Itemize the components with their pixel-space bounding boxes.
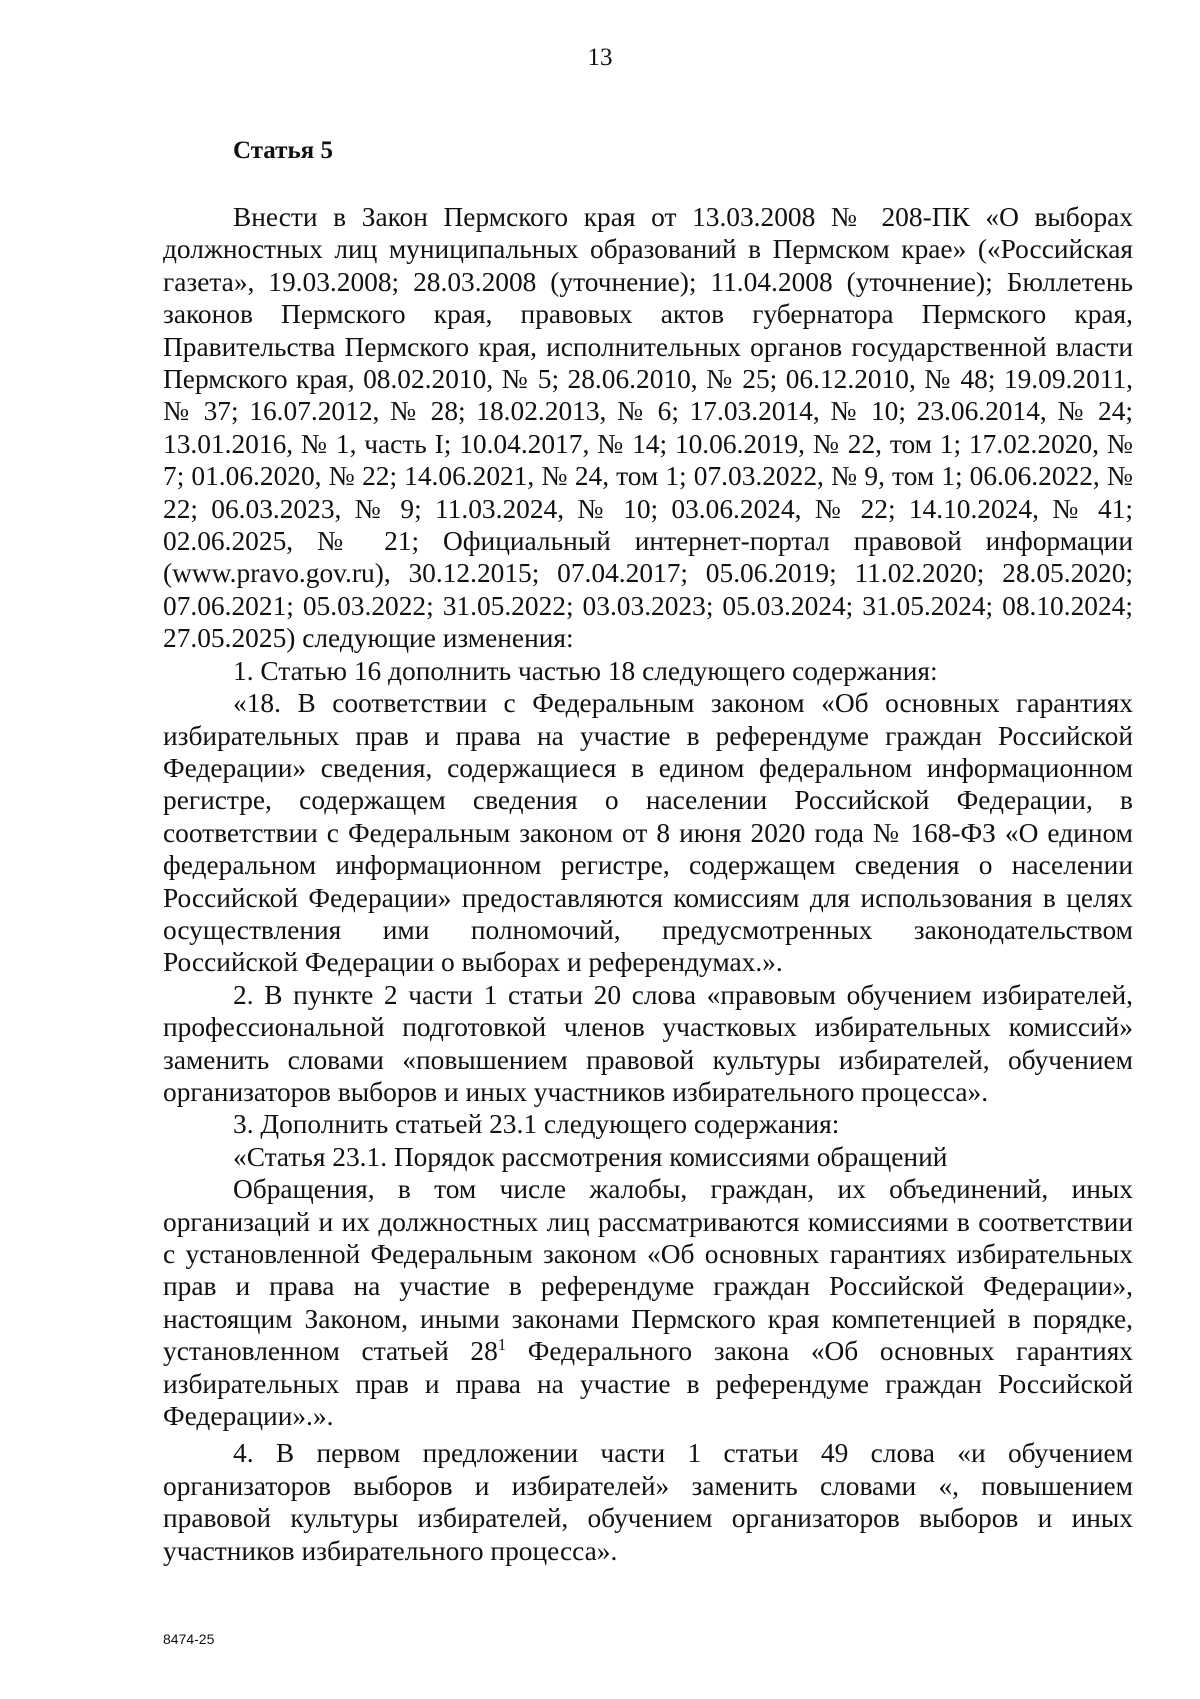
amendment-item-3: 3. Дополнить статьей 23.1 следующего содержания: bbox=[233, 1109, 840, 1140]
amendment-item-2: 2. В пункте 2 части 1 статьи 20 слова «правовым обучением избирателей, профессиональной подготовкой членов участковых избирательных комиссий» заменить словами «повышением правовой культуры избирателей, обучением организаторов выборов и иных участников избирательного процесса». bbox=[163, 979, 1133, 1107]
amendment-item-1: 1. Статью 16 дополнить частью 18 следующего содержания: bbox=[233, 655, 938, 686]
amendment-item-3-text bbox=[163, 1173, 1133, 1432]
item-3-text-before-superscript: Обращения, в том числе жалобы, граждан, их объединений, иных организаций и их должностных лиц рассматриваются комиссиями в соответствии с установленной Федеральным законом «Об основных гарантиях избирательных прав и права на участие в референдуме граждан Российской Федерации», настоящим Законом, иными законами Пермского края компетенцией в порядке, установленном статьей 28 bbox=[163, 1174, 1133, 1367]
amendment-item-3-title: «Статья 23.1. Порядок рассмотрения комиссиями обращений bbox=[233, 1141, 948, 1172]
article-heading: Статья 5 bbox=[233, 137, 333, 164]
page-number: 13 bbox=[587, 44, 613, 71]
amendment-item-1-quote: «18. В соответствии с Федеральным законом «Об основных гарантиях избирательных прав и права на участие в референдуме граждан Российской Федерации» сведения, содержащиеся в едином федеральном информационном регистре, содержащем сведения о населении Российской Федерации, в соответствии с Федеральным законом от 8 июня 2020 года № 168-ФЗ «О едином федеральном информационном регистре, содержащем сведения о населении Российской Федерации» предоставляются комиссиям для использования в целях осуществления ими полномочий, предусмотренных законодательством Российской Федерации о выборах и референдумах.». bbox=[163, 688, 1133, 978]
article-superscript: 1 bbox=[497, 1335, 507, 1355]
intro-paragraph: Внести в Закон Пермского края от 13.03.2008 № 208-ПК «О выборах должностных лиц муниципальных образований в Пермском крае» («Российская газета», 19.03.2008; 28.03.2008 (уточнение); 11.04.2008 (уточнение); Бюллетень законов Пермского края, правовых актов губернатора Пермского края, Правительства Пермского края, исполнительных органов государственной власти Пермского края, 08.02.2010, № 5; 28.06.2010, № 25; 06.12.2010, № 48; 19.09.2011, № 37; 16.07.2012, № 28; 18.02.2013, № 6; 17.03.2014, № 10; 23.06.2014, № 24; 13.01.2016, № 1, часть I; 10.04.2017, № 14; 10.06.2019, № 22, том 1; 17.02.2020, № 7; 01.06.2020, № 22; 14.06.2021, № 24, том 1; 07.03.2022, № 9, том 1; 06.06.2022, № 22; 06.03.2023, № 9; 11.03.2024, № 10; 03.06.2024, № 22; 14.10.2024, № 41; 02.06.2025, № 21; Официальный интернет-портал правовой информации (www.pravo.gov.ru), 30.12.2015; 07.04.2017; 05.06.2019; 11.02.2020; 28.05.2020; 07.06.2021; 05.03.2022; 31.05.2022; 03.03.2023; 05.03.2024; 31.05.2024; 08.10.2024; 27.05.2025) следующие изменения: bbox=[163, 202, 1133, 654]
document-body bbox=[163, 201, 1133, 1567]
item-3-text-after-superscript: Федерального закона «Об основных гарантиях избирательных прав и права на участие в референдуме граждан Российской Федерации».». bbox=[163, 1336, 1133, 1432]
document-code: 8474-25 bbox=[163, 1631, 215, 1647]
amendment-item-4: 4. В первом предложении части 1 статьи 49 слова «и обучением организаторов выборов и избирателей» заменить словами «, повышением правовой культуры избирателей, обучением организаторов выборов и иных участников избирательного процесса». bbox=[163, 1438, 1133, 1566]
